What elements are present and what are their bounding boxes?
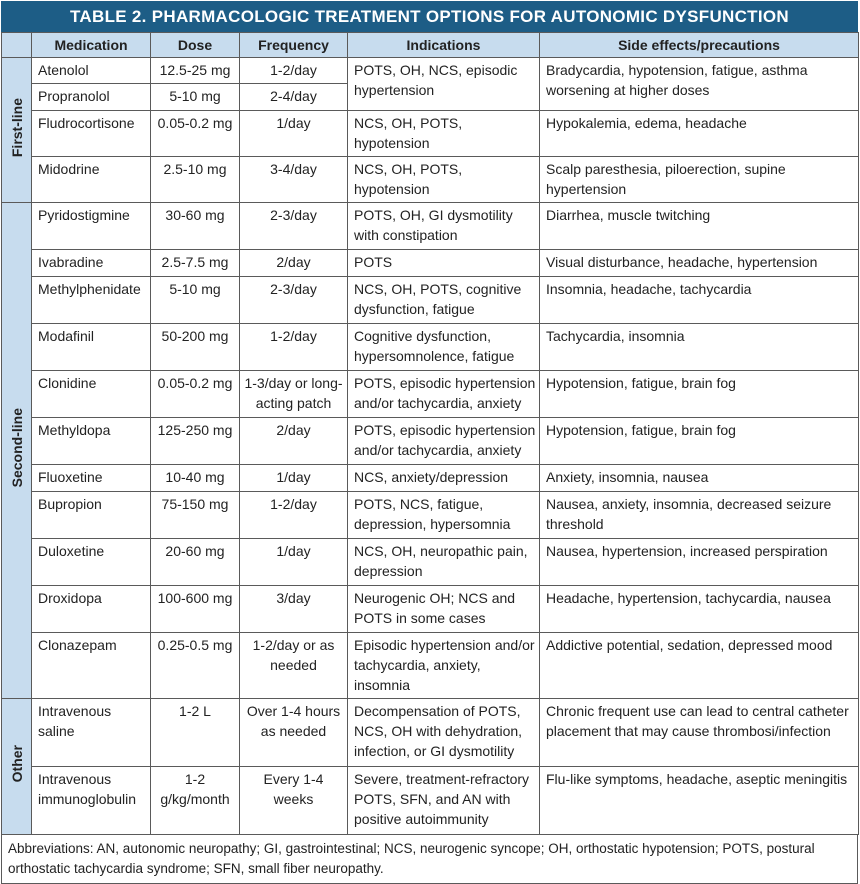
cell-indications: NCS, OH, POTS, hypotension: [348, 157, 540, 203]
cell-side-effects: Hypokalemia, edema, headache: [540, 111, 859, 157]
cell-medication: Propranolol: [32, 84, 151, 111]
table-row: [2, 699, 859, 767]
table-row: [2, 324, 859, 371]
cell-frequency: 2-4/day: [240, 84, 348, 111]
cell-indications: Severe, treatment-refractory POTS, SFN, and AN with positive autoimmunity: [348, 767, 540, 835]
cell-medication: Modafinil: [32, 324, 151, 371]
cell-medication: Methylphenidate: [32, 277, 151, 324]
cell-frequency: 2/day: [240, 418, 348, 465]
cell-frequency: 2/day: [240, 250, 348, 277]
header-indications: Indications: [348, 33, 540, 58]
cell-indications: Episodic hypertension and/or tachycardia, anxiety, insomnia: [348, 633, 540, 699]
cell-side-effects: Bradycardia, hypotension, fatigue, asthma worsening at higher doses: [540, 58, 859, 111]
cell-dose: 0.05-0.2 mg: [151, 371, 240, 418]
cell-side-effects: Nausea, hypertension, increased perspiration: [540, 539, 859, 586]
table-title: TABLE 2. PHARMACOLOGIC TREATMENT OPTIONS FOR AUTONOMIC DYSFUNCTION: [1, 1, 858, 32]
cell-side-effects: Insomnia, headache, tachycardia: [540, 277, 859, 324]
abbreviations-footnote: Abbreviations: AN, autonomic neuropathy; GI, gastrointestinal; NCS, neurogenic syncope; OH, orthostatic hypotension; POTS, postural orthostatic tachycardia syndrome; SFN, small fiber neuropathy.: [1, 835, 858, 884]
cell-frequency: 1-2/day: [240, 324, 348, 371]
cell-frequency: 3/day: [240, 586, 348, 633]
cell-medication: Fluoxetine: [32, 465, 151, 492]
group-label: Other: [8, 745, 25, 783]
cell-indications: POTS, episodic hypertension and/or tachycardia, anxiety: [348, 371, 540, 418]
cell-dose: 100-600 mg: [151, 586, 240, 633]
table-row: [2, 492, 859, 539]
table-row: [2, 767, 859, 835]
cell-dose: 1-2 L: [151, 699, 240, 767]
header-side-effects: Side effects/precautions: [540, 33, 859, 58]
cell-side-effects: Anxiety, insomnia, nausea: [540, 465, 859, 492]
cell-side-effects: Visual disturbance, headache, hypertension: [540, 250, 859, 277]
cell-medication: Duloxetine: [32, 539, 151, 586]
table-row: [2, 58, 859, 84]
group-first-line: [2, 58, 32, 203]
cell-indications: POTS, episodic hypertension and/or tachycardia, anxiety: [348, 418, 540, 465]
table-row: [2, 418, 859, 465]
cell-side-effects: Flu-like symptoms, headache, aseptic meningitis: [540, 767, 859, 835]
cell-side-effects: Chronic frequent use can lead to central catheter placement that may cause thrombosi/infection: [540, 699, 859, 767]
cell-medication: Methyldopa: [32, 418, 151, 465]
cell-dose: 2.5-10 mg: [151, 157, 240, 203]
cell-dose: 30-60 mg: [151, 203, 240, 250]
cell-medication: Atenolol: [32, 58, 151, 84]
cell-side-effects: Addictive potential, sedation, depressed mood: [540, 633, 859, 699]
cell-side-effects: Tachycardia, insomnia: [540, 324, 859, 371]
cell-indications: NCS, OH, POTS, cognitive dysfunction, fatigue: [348, 277, 540, 324]
table-row: [2, 157, 859, 203]
cell-frequency: 1-2/day: [240, 58, 348, 84]
treatment-table: [1, 32, 859, 835]
cell-frequency: 2-3/day: [240, 203, 348, 250]
header-group-cell: [2, 33, 32, 58]
cell-frequency: Over 1-4 hours as needed: [240, 699, 348, 767]
cell-indications: NCS, OH, neuropathic pain, depression: [348, 539, 540, 586]
cell-dose: 125-250 mg: [151, 418, 240, 465]
cell-side-effects: Nausea, anxiety, insomnia, decreased seizure threshold: [540, 492, 859, 539]
cell-medication: Intravenous immunoglobulin: [32, 767, 151, 835]
cell-side-effects: Diarrhea, muscle twitching: [540, 203, 859, 250]
cell-frequency: 1-3/day or long-acting patch: [240, 371, 348, 418]
cell-dose: 20-60 mg: [151, 539, 240, 586]
cell-indications: POTS: [348, 250, 540, 277]
group-label: First-line: [8, 97, 25, 158]
cell-dose: 1-2 g/kg/month: [151, 767, 240, 835]
cell-side-effects: Scalp paresthesia, piloerection, supine hypertension: [540, 157, 859, 203]
group-label: Second-line: [8, 408, 25, 488]
cell-side-effects: Hypotension, fatigue, brain fog: [540, 371, 859, 418]
cell-dose: 5-10 mg: [151, 277, 240, 324]
cell-medication: Fludrocortisone: [32, 111, 151, 157]
cell-dose: 75-150 mg: [151, 492, 240, 539]
cell-indications: NCS, OH, POTS, hypotension: [348, 111, 540, 157]
cell-dose: 5-10 mg: [151, 84, 240, 111]
cell-frequency: 1-2/day: [240, 492, 348, 539]
cell-indications: Neurogenic OH; NCS and POTS in some cases: [348, 586, 540, 633]
header-dose: Dose: [151, 33, 240, 58]
cell-dose: 10-40 mg: [151, 465, 240, 492]
table-row: [2, 277, 859, 324]
cell-medication: Bupropion: [32, 492, 151, 539]
cell-frequency: 2-3/day: [240, 277, 348, 324]
cell-indications: Cognitive dysfunction, hypersomnolence, fatigue: [348, 324, 540, 371]
table-row: [2, 250, 859, 277]
table-row: [2, 111, 859, 157]
cell-side-effects: Hypotension, fatigue, brain fog: [540, 418, 859, 465]
header-row: [2, 33, 859, 58]
cell-side-effects: Headache, hypertension, tachycardia, nausea: [540, 586, 859, 633]
cell-medication: Clonazepam: [32, 633, 151, 699]
cell-frequency: 3-4/day: [240, 157, 348, 203]
cell-medication: Ivabradine: [32, 250, 151, 277]
treatment-table-figure: [1, 1, 858, 884]
group-other: [2, 699, 32, 835]
cell-dose: 0.25-0.5 mg: [151, 633, 240, 699]
cell-dose: 50-200 mg: [151, 324, 240, 371]
table-row: [2, 539, 859, 586]
cell-medication: Midodrine: [32, 157, 151, 203]
cell-dose: 2.5-7.5 mg: [151, 250, 240, 277]
cell-frequency: 1/day: [240, 111, 348, 157]
group-second-line: [2, 203, 32, 699]
cell-medication: Droxidopa: [32, 586, 151, 633]
cell-dose: 0.05-0.2 mg: [151, 111, 240, 157]
cell-indications: NCS, anxiety/depression: [348, 465, 540, 492]
cell-indications: POTS, NCS, fatigue, depression, hypersomnia: [348, 492, 540, 539]
table-row: [2, 203, 859, 250]
cell-medication: Clonidine: [32, 371, 151, 418]
cell-indications: Decompensation of POTS, NCS, OH with dehydration, infection, or GI dysmotility: [348, 699, 540, 767]
table-row: [2, 586, 859, 633]
cell-indications: POTS, OH, GI dysmotility with constipation: [348, 203, 540, 250]
cell-medication: Pyridostigmine: [32, 203, 151, 250]
cell-frequency: 1/day: [240, 465, 348, 492]
cell-medication: Intravenous saline: [32, 699, 151, 767]
cell-frequency: 1/day: [240, 539, 348, 586]
header-frequency: Frequency: [240, 33, 348, 58]
cell-indications: POTS, OH, NCS, episodic hypertension: [348, 58, 540, 111]
table-row: [2, 633, 859, 699]
table-row: [2, 465, 859, 492]
header-medication: Medication: [32, 33, 151, 58]
cell-frequency: Every 1-4 weeks: [240, 767, 348, 835]
cell-frequency: 1-2/day or as needed: [240, 633, 348, 699]
cell-dose: 12.5-25 mg: [151, 58, 240, 84]
table-row: [2, 371, 859, 418]
